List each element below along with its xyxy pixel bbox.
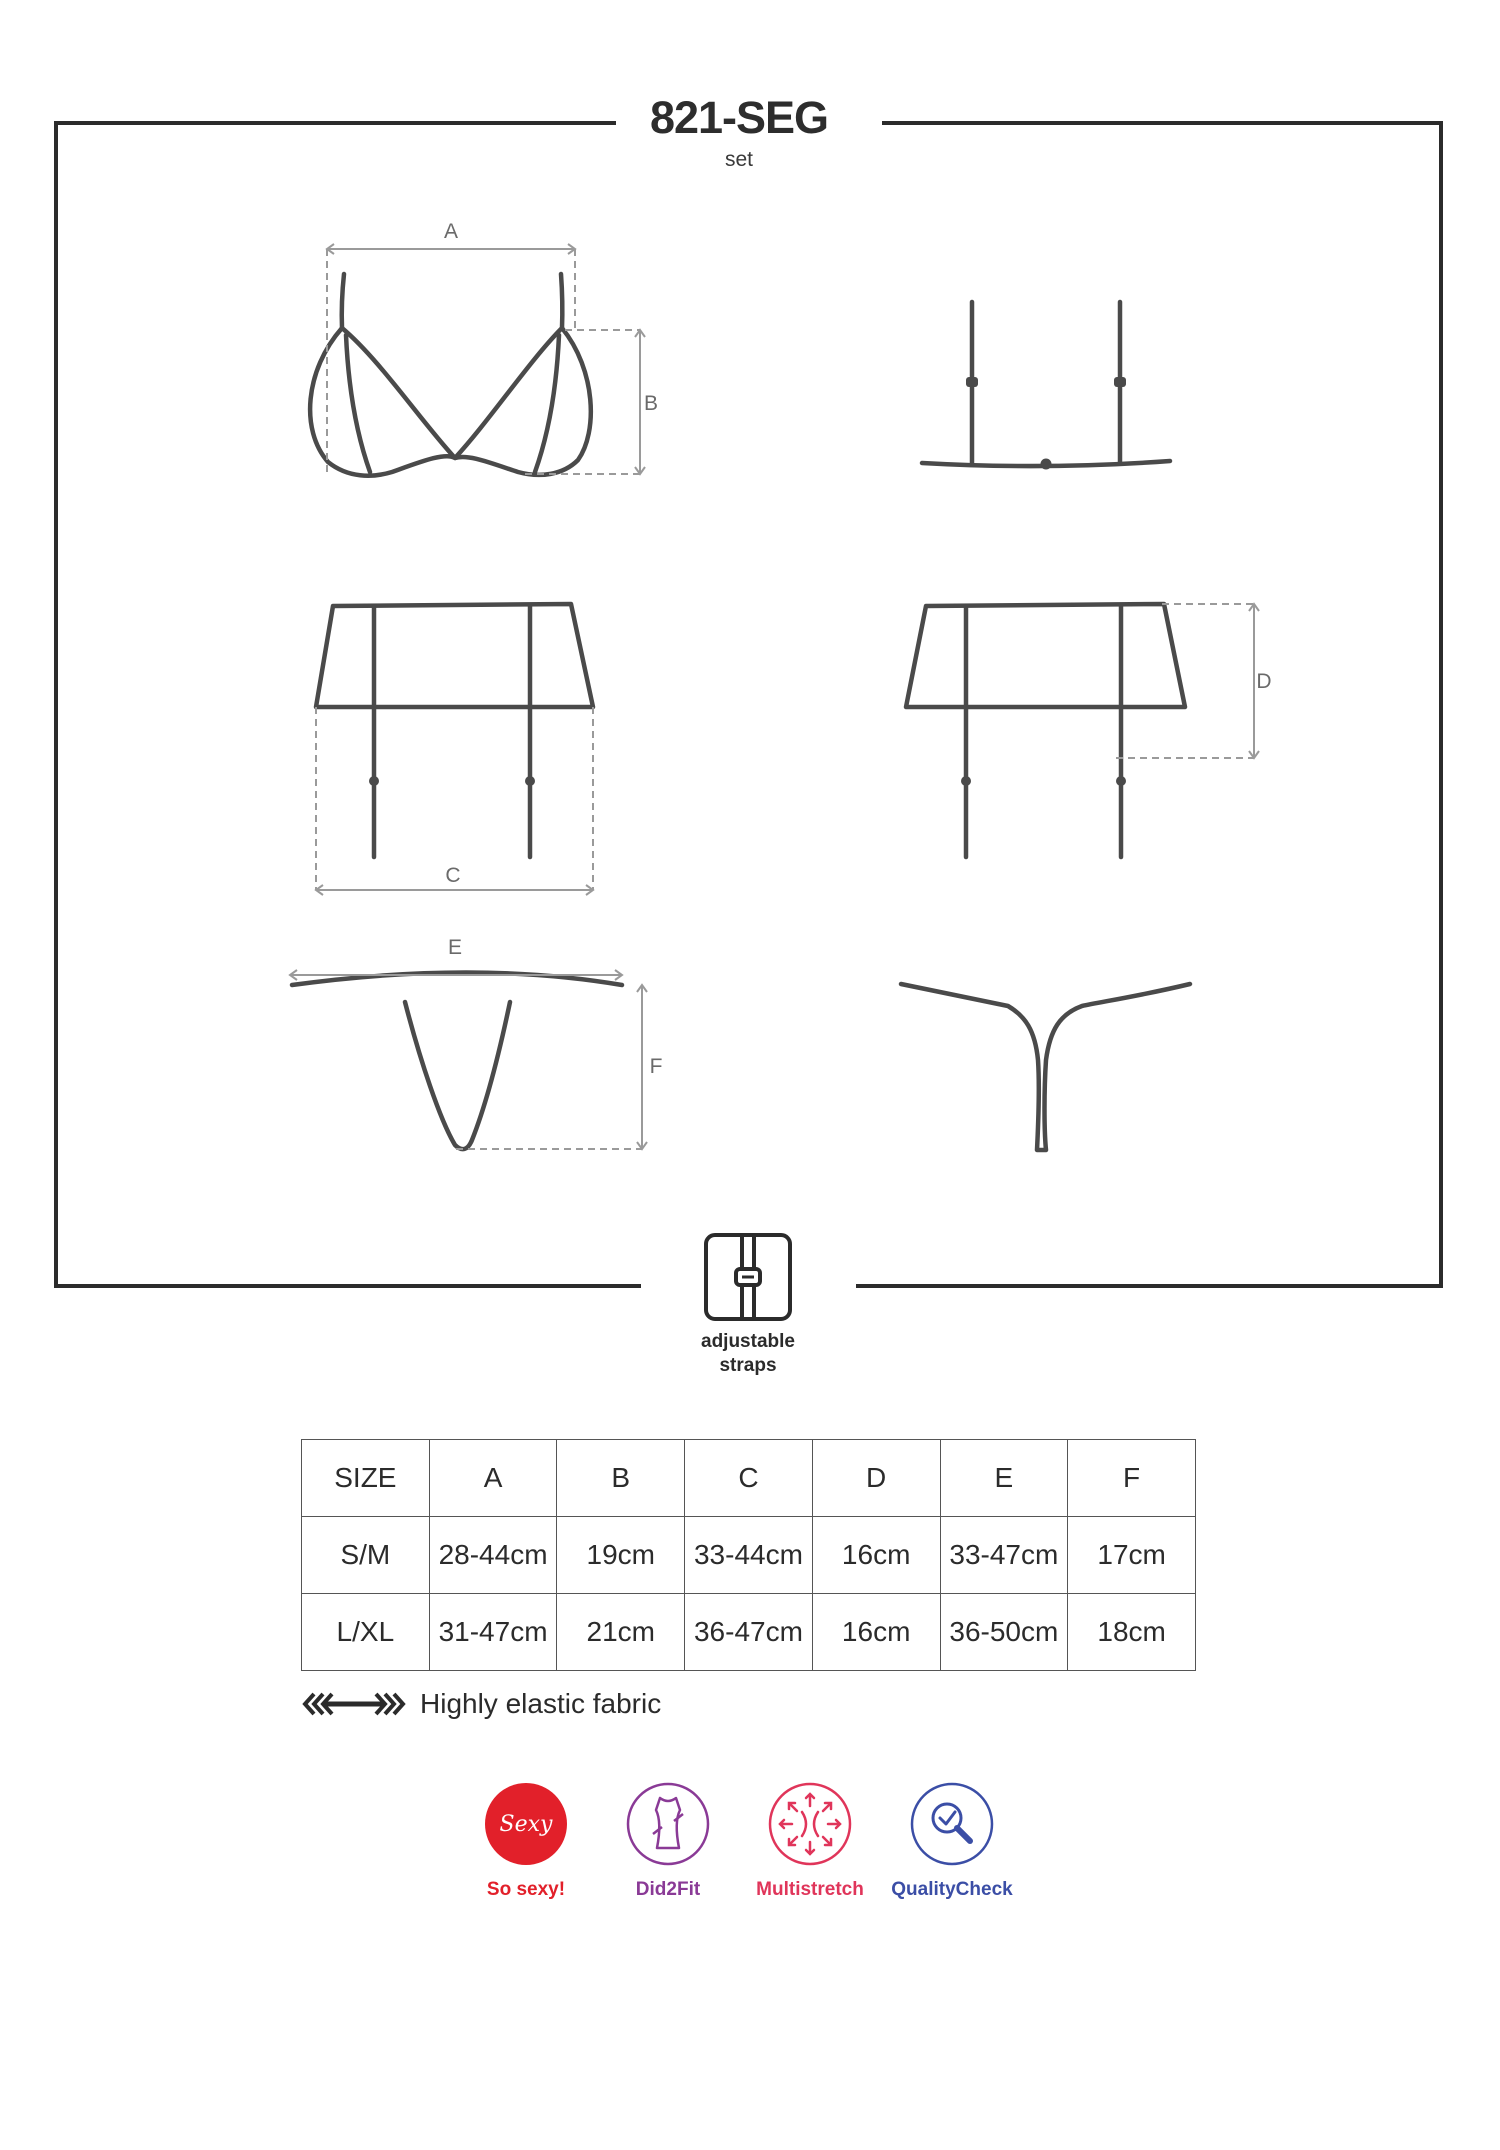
- table-header-cell: D: [812, 1440, 940, 1517]
- dimension-label-e: E: [447, 936, 462, 959]
- table-header-cell: B: [557, 1440, 685, 1517]
- product-title: 821-SEG: [649, 92, 829, 143]
- table-header-cell: C: [685, 1440, 813, 1517]
- table-cell: 31-47cm: [429, 1594, 557, 1671]
- bra-front-drawing: [310, 274, 591, 476]
- badge-label: Multistretch: [756, 1879, 864, 1900]
- dimension-label-d: D: [1256, 670, 1272, 693]
- adjustable-straps-caption: [640, 1330, 856, 1378]
- badge-did2fit: [593, 1782, 743, 1901]
- table-header-row: [302, 1440, 1196, 1517]
- product-subtitle: set: [724, 148, 753, 171]
- sexy-icon: [484, 1782, 568, 1866]
- garter-belt-front-drawing: [316, 604, 593, 857]
- table-cell: 36-47cm: [685, 1594, 813, 1671]
- table-cell: 16cm: [812, 1517, 940, 1594]
- double-arrow-icon: [302, 1691, 406, 1717]
- badge-multistretch: [735, 1782, 885, 1901]
- badge-so-sexy: [451, 1782, 601, 1901]
- stretch-arrows-icon: [768, 1782, 852, 1866]
- table-header-cell: A: [429, 1440, 557, 1517]
- badge-qualitycheck: [877, 1782, 1027, 1901]
- dimension-label-f: F: [649, 1055, 663, 1078]
- badge-label: QualityCheck: [891, 1879, 1013, 1900]
- thong-back-drawing: [901, 984, 1190, 1150]
- bra-back-drawing: [922, 302, 1170, 466]
- table-row: [302, 1594, 1196, 1671]
- table-cell: 36-50cm: [940, 1594, 1068, 1671]
- dimension-label-c: C: [445, 864, 461, 887]
- dimension-label-a: A: [443, 220, 458, 243]
- table-header-cell: SIZE: [302, 1440, 430, 1517]
- sexy-icon-text: Sexy: [499, 1812, 553, 1837]
- table-header-cell: E: [940, 1440, 1068, 1517]
- magnifier-check-icon: [910, 1782, 994, 1866]
- table-cell: 21cm: [557, 1594, 685, 1671]
- table-cell: 19cm: [557, 1517, 685, 1594]
- table-cell: 16cm: [812, 1594, 940, 1671]
- size-table: [301, 1439, 1196, 1671]
- thong-front-drawing: [292, 973, 622, 1150]
- elastic-fabric-label: Highly elastic fabric: [420, 1688, 662, 1719]
- table-cell: 33-44cm: [685, 1517, 813, 1594]
- table-cell: 33-47cm: [940, 1517, 1068, 1594]
- caption-line-2: straps: [719, 1355, 777, 1376]
- badge-label: So sexy!: [486, 1879, 566, 1900]
- dimension-label-b: B: [643, 392, 658, 415]
- table-row: [302, 1517, 1196, 1594]
- adjustable-strap-icon: [703, 1232, 793, 1322]
- table-cell: 18cm: [1068, 1594, 1196, 1671]
- table-cell: 17cm: [1068, 1517, 1196, 1594]
- garter-belt-back-drawing: [906, 604, 1185, 857]
- elastic-fabric-note: [302, 1686, 661, 1722]
- table-header-cell: F: [1068, 1440, 1196, 1517]
- table-cell: 28-44cm: [429, 1517, 557, 1594]
- caption-line-1: adjustable: [701, 1331, 795, 1352]
- table-cell: S/M: [302, 1517, 430, 1594]
- table-cell: L/XL: [302, 1594, 430, 1671]
- badge-label: Did2Fit: [635, 1879, 701, 1900]
- dress-fit-icon: [626, 1782, 710, 1866]
